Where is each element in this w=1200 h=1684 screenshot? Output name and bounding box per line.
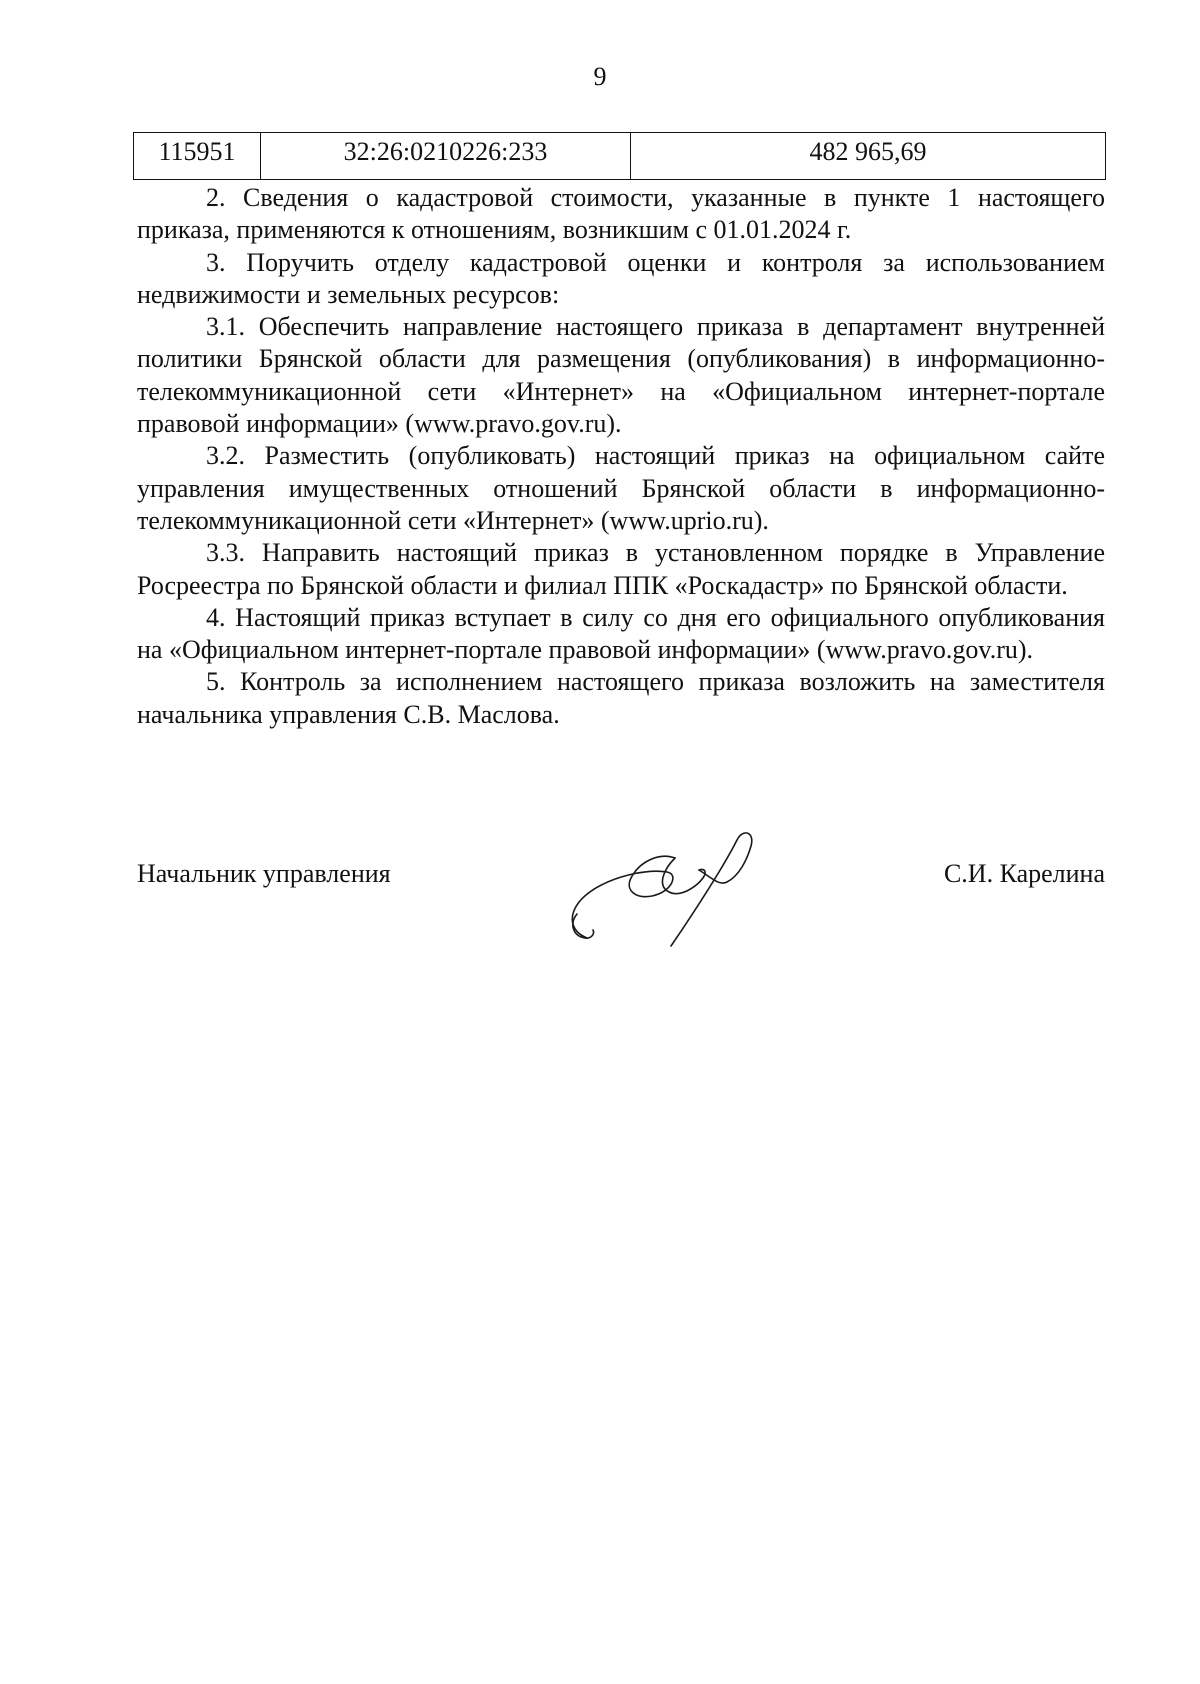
paragraph-3-3: 3.3. Направить настоящий приказ в установленном порядке в Управление Росреестра по Брянской области и филиал ППК «Роскадастр» по Брянской области.: [137, 538, 1105, 600]
table-cell-cadastral-value: 482 965,69: [631, 133, 1106, 180]
paragraph-2: 2. Сведения о кадастровой стоимости, указанные в пункте 1 настоящего приказа, применяются к отношениям, возникшим с 01.01.2024 г.: [137, 183, 1105, 245]
signatory-position: Начальник управления: [137, 859, 391, 888]
order-body: [137, 182, 1105, 731]
paragraph-4: 4. Настоящий приказ вступает в силу со дня его официального опубликования на «Официальном интернет-портале правовой информации» (www.pravo.gov.ru).: [137, 602, 1105, 665]
table-cell-cadastral-number: 32:26:0210226:233: [261, 133, 631, 180]
signatory-name: С.И. Карелина: [943, 859, 1105, 888]
paragraph-3-2: 3.2. Разместить (опубликовать) настоящий приказ на официальном сайте управления имущественных отношений Брянской области в информационно-телекоммуникационной сети «Интернет» (www.uprio.ru).: [137, 441, 1105, 535]
page-number: 9: [593, 62, 607, 91]
paragraph-3-1: 3.1. Обеспечить направление настоящего приказа в департамент внутренней политики Брянской области для размещения (опубликования) в информационно-телекоммуникационной сети «Интернет» на «Официальном интернет-портале правовой информации» (www.pravo.gov.ru).: [137, 312, 1105, 439]
cadastral-value-table: [133, 132, 1106, 180]
table-row: [134, 133, 1106, 180]
signature-block: [137, 850, 1105, 950]
paragraph-5: 5. Контроль за исполнением настоящего приказа возложить на заместителя начальника управления С.В. Маслова.: [137, 667, 1105, 729]
paragraph-3: 3. Поручить отделу кадастровой оценки и контроля за использованием недвижимости и земельных ресурсов:: [137, 247, 1105, 309]
table-cell-id: 115951: [134, 133, 261, 180]
handwritten-signature-icon: [547, 820, 787, 950]
